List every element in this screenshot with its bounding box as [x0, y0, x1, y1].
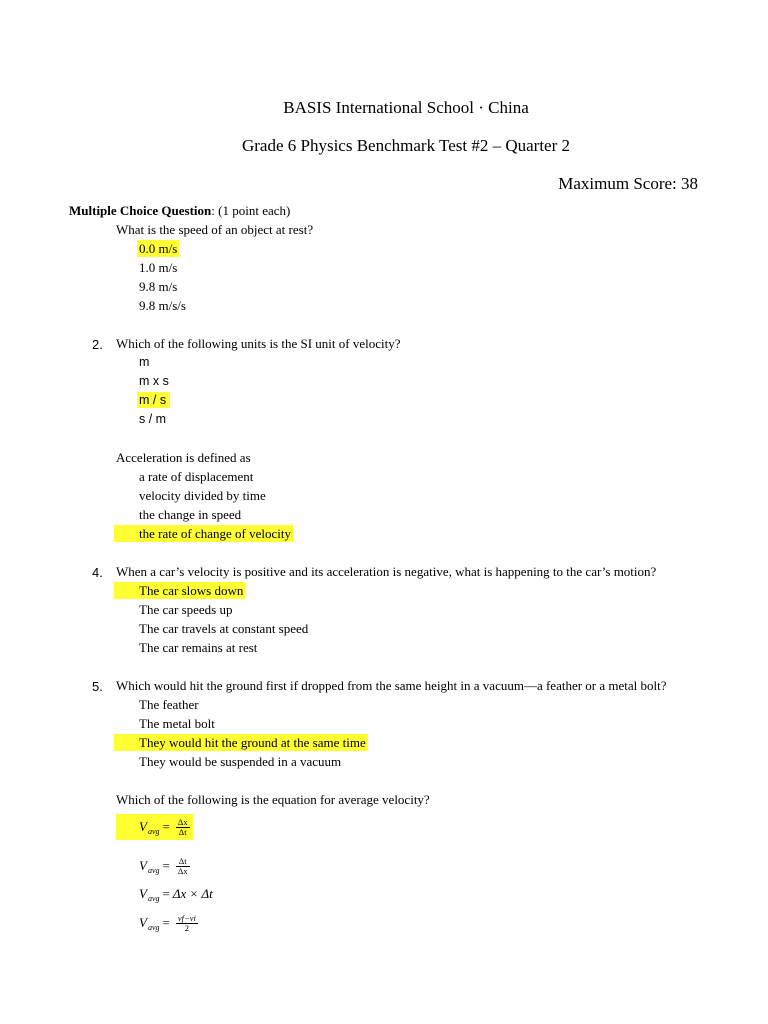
fraction-numerator: Δt [178, 855, 187, 866]
avg-subscript: avg [147, 922, 160, 932]
q1-option-d: 9.8 m/s/s [139, 298, 186, 313]
q2-option-a: m [139, 355, 150, 369]
q6-option-a [116, 814, 193, 840]
q2-option-d: s / m [139, 412, 167, 426]
fraction-denominator: Δt [178, 826, 187, 837]
question-4-number: 4. [92, 565, 103, 580]
q5-option-b: The metal bolt [139, 716, 215, 731]
q5-option-c [116, 735, 368, 751]
q3-option-a: a rate of displacement [139, 469, 254, 484]
q3-option-d [116, 526, 293, 542]
answer-highlight: 0.0 m/s [139, 241, 178, 256]
max-score: Maximum Score: 38 [558, 174, 698, 193]
school-name: BASIS International School · China [283, 98, 529, 117]
q4-option-d: The car remains at rest [139, 640, 258, 655]
question-5-text: Which would hit the ground first if dropped from the same height in a vacuum—a feather or a metal bolt? [116, 678, 667, 693]
q2-option-c [139, 393, 170, 407]
fraction [177, 818, 189, 837]
fraction-denominator: 2 [184, 922, 189, 933]
v-symbol: V [139, 886, 147, 901]
q2-option-b: m x s [139, 374, 169, 388]
section-title-bold: Multiple Choice Question [69, 203, 212, 218]
q1-option-b: 1.0 m/s [139, 260, 178, 275]
equals-sign: = [162, 915, 170, 930]
section-title-rest: : (1 point each) [211, 203, 291, 218]
question-5-number: 5. [92, 679, 103, 694]
equals-sign: = [162, 819, 170, 834]
q4-option-b: The car speeds up [139, 602, 233, 617]
equation-rhs: Δx × Δt [172, 886, 213, 901]
equals-sign: = [162, 886, 170, 901]
q6-option-d [139, 909, 197, 937]
q4-option-c: The car travels at constant speed [139, 621, 309, 636]
q3-option-c: the change in speed [139, 507, 242, 522]
answer-highlight: m / s [137, 392, 170, 408]
equals-sign: = [162, 858, 170, 873]
test-title: Grade 6 Physics Benchmark Test #2 – Quarter 2 [241, 136, 571, 155]
answer-highlight: They would hit the ground at the same time [114, 734, 368, 751]
question-2-text: Which of the following units is the SI unit of velocity? [116, 336, 401, 351]
answer-highlight: the rate of change of velocity [114, 525, 293, 542]
v-symbol: V [139, 858, 147, 873]
avg-subscript: avg [147, 826, 160, 836]
q1-option-a [139, 241, 179, 257]
q1-option-c: 9.8 m/s [139, 279, 178, 294]
fraction-numerator: Δx [177, 816, 188, 827]
avg-subscript: avg [147, 865, 160, 875]
fraction-denominator: Δx [177, 865, 188, 876]
fraction [177, 914, 197, 933]
q6-option-c [139, 884, 213, 904]
fraction-numerator: vf−vi [177, 912, 196, 923]
question-1-text: What is the speed of an object at rest? [116, 222, 314, 237]
fraction [177, 857, 189, 876]
question-2-number: 2. [92, 337, 103, 352]
question-6-text: Which of the following is the equation for average velocity? [116, 792, 430, 807]
q5-option-d: They would be suspended in a vacuum [139, 754, 342, 769]
q3-option-b: velocity divided by time [139, 488, 266, 503]
q5-option-a: The feather [139, 697, 199, 712]
question-4-text: When a car’s velocity is positive and its acceleration is negative, what is happening to the car’s motion? [116, 564, 657, 579]
q4-option-a [116, 583, 245, 599]
q6-option-b [139, 853, 189, 879]
v-symbol: V [139, 819, 147, 834]
avg-subscript: avg [147, 893, 160, 903]
section-title [69, 203, 290, 219]
answer-highlight: The car slows down [114, 582, 245, 599]
question-3-text: Acceleration is defined as [116, 450, 251, 465]
v-symbol: V [139, 915, 147, 930]
